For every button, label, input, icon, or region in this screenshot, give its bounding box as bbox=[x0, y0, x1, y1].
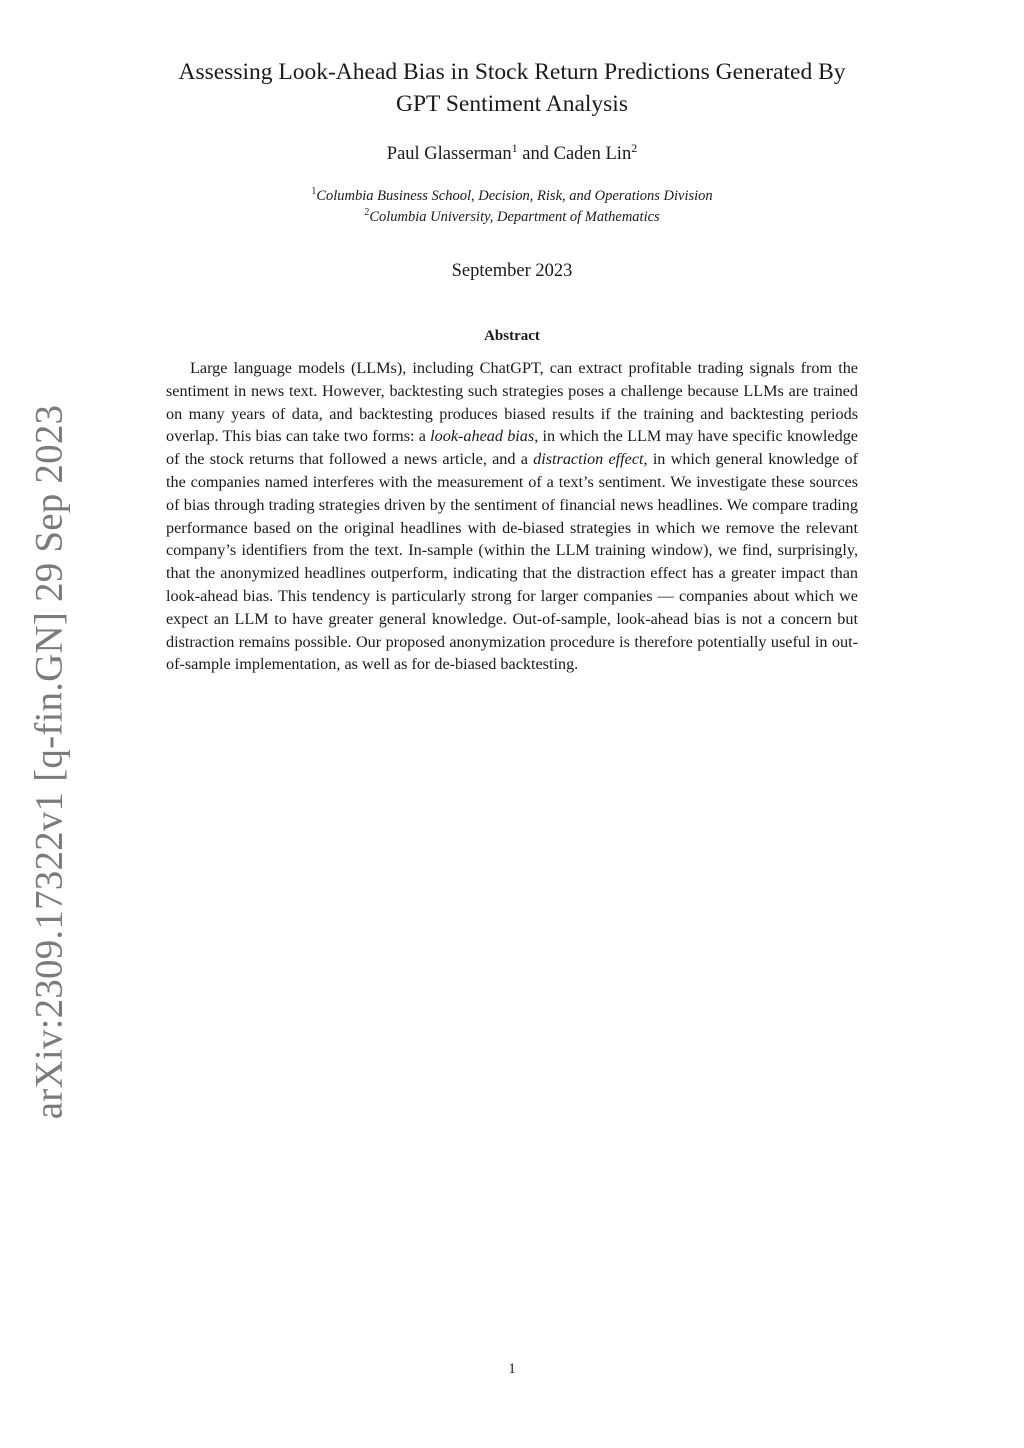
abstract-term-emphasis: look-ahead bias bbox=[430, 427, 535, 446]
affiliation-text: Columbia University, Department of Mathematics bbox=[369, 209, 660, 225]
publication-date: September 2023 bbox=[451, 261, 573, 281]
affiliation-mark: 2 bbox=[631, 141, 638, 155]
affiliation-mark: 2 bbox=[364, 207, 370, 218]
abstract-text: Large language models (LLMs), including ChatGPT, can extract profitable trading signals from the sentiment in news text. However, backtesting such strategies poses a challenge because LLMs are trained on many years of data, and backtesting produces biased results if the training and backtesting periods overlap. This bias can take two forms: a bbox=[166, 359, 858, 446]
paper-title bbox=[90, 56, 934, 120]
abstract-term-emphasis: distraction effect bbox=[533, 450, 644, 469]
arxiv-identifier: arXiv:2309.17322v1 [q-fin.GN] 29 Sep 2023 bbox=[27, 404, 71, 1120]
title-line-1: Assessing Look-Ahead Bias in Stock Return Predictions Generated By bbox=[178, 59, 846, 85]
page-number: 1 bbox=[508, 1361, 516, 1377]
author-list bbox=[0, 141, 1024, 165]
abstract-body bbox=[166, 357, 858, 676]
author-name: Paul Glasserman bbox=[386, 144, 512, 164]
affiliation bbox=[0, 186, 1024, 207]
author-name: Caden Lin bbox=[553, 144, 632, 164]
affiliation-list bbox=[0, 186, 1024, 228]
abstract-text: , in which the LLM may have specific knowledge of the stock returns that followed a news article, and a bbox=[166, 427, 858, 469]
affiliation-mark: 1 bbox=[511, 141, 518, 155]
affiliation bbox=[0, 207, 1024, 228]
affiliation-text: Columbia Business School, Decision, Risk, and Operations Division bbox=[316, 188, 713, 204]
abstract-text: , in which general knowledge of the companies named interferes with the measurement of a text’s sentiment. We investigate these sources of bias through trading strategies driven by the sentiment of financial news headlines. We compare trading performance based on the original headlines with de-biased strategies in which we remove the relevant company’s identifiers from the text. In-sample (within the LLM training window), we find, surprisingly, that the anonymized headlines outperform, indicating that the distraction effect has a greater impact than look-ahead bias. This tendency is particularly strong for larger companies — companies about which we expect an LLM to have greater general knowledge. Out-of-sample, look-ahead bias is not a concern but distraction remains possible. Our proposed anonymization procedure is therefore potentially useful in out-of-sample implementation, as well as for de-biased backtesting. bbox=[166, 450, 858, 674]
affiliation-mark: 1 bbox=[311, 186, 317, 197]
author-conjunction: and bbox=[522, 144, 549, 164]
abstract-heading: Abstract bbox=[484, 328, 540, 344]
title-line-2: GPT Sentiment Analysis bbox=[396, 91, 628, 117]
